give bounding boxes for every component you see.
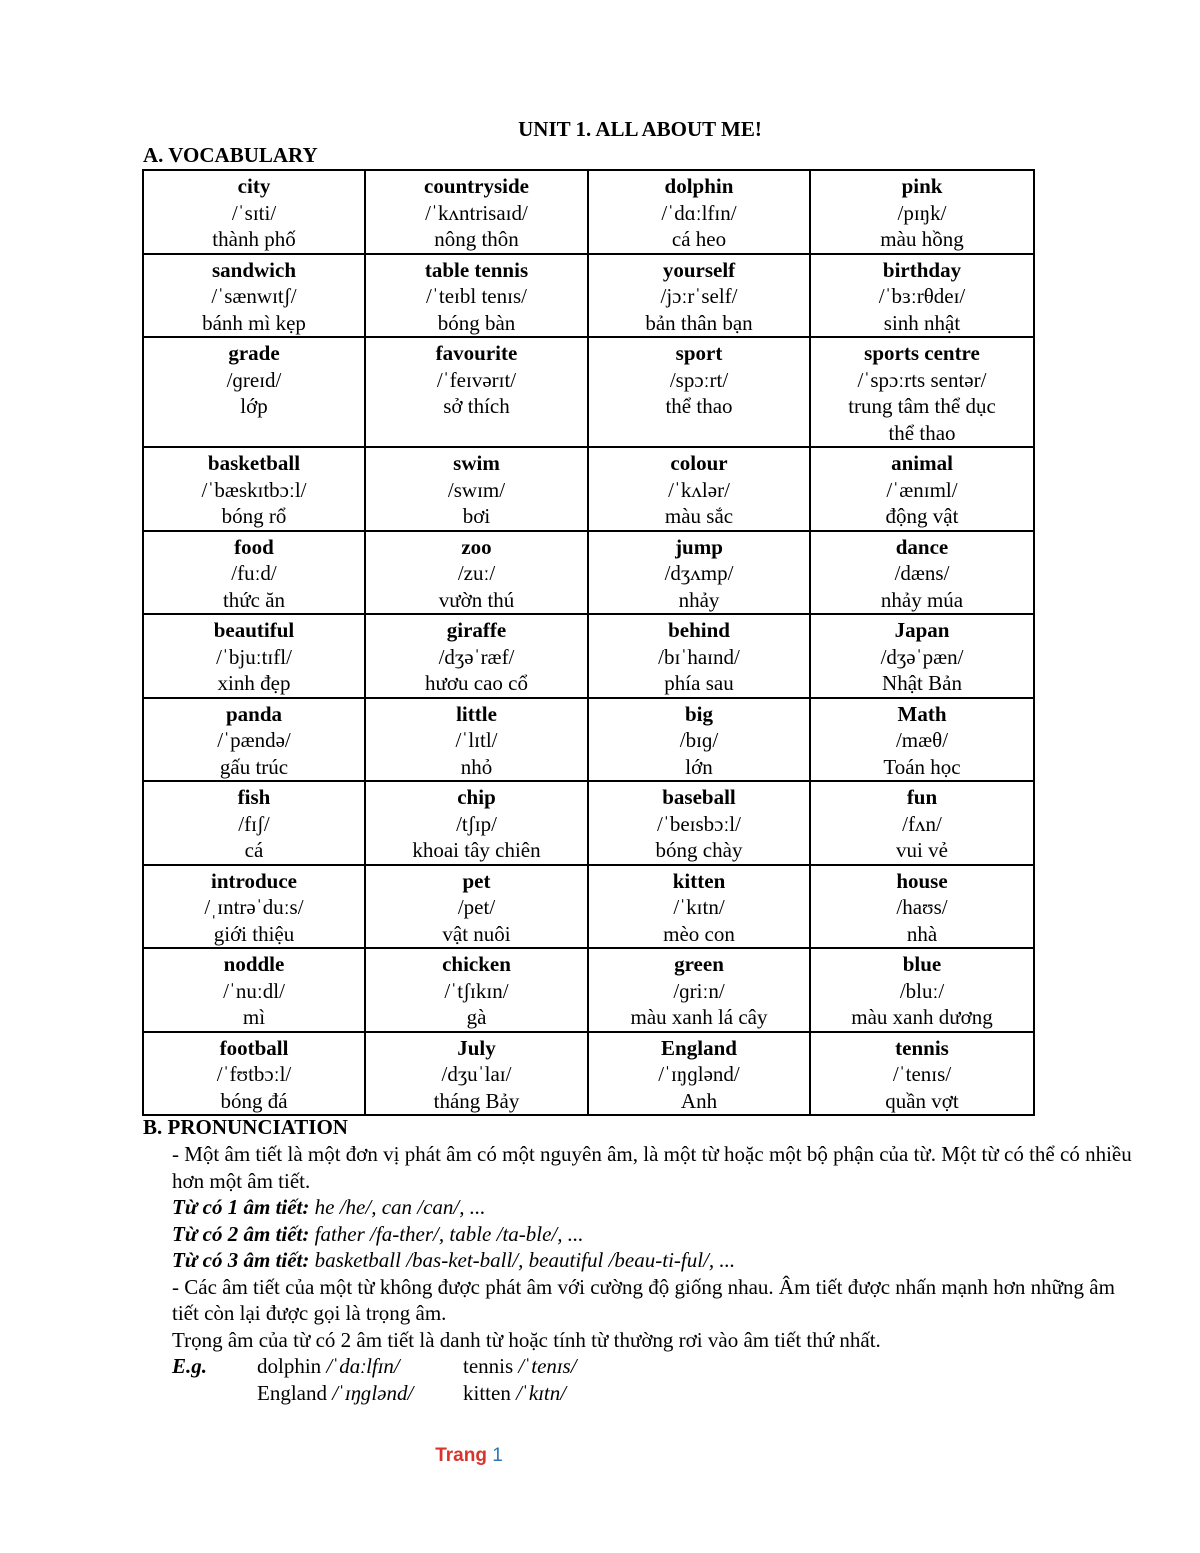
vocab-word: fish xyxy=(237,785,271,809)
vocab-cell xyxy=(810,337,1034,447)
pronunciation-body xyxy=(142,1141,1132,1406)
vocab-cell xyxy=(365,781,588,865)
example-ipa: /ˈkɪtn/ xyxy=(516,1380,567,1405)
three-syllable-example xyxy=(142,1247,1132,1274)
vocab-cell xyxy=(143,447,365,531)
vocab-cell xyxy=(143,254,365,338)
vocab-ipa: /ˈænɪml/ xyxy=(886,477,958,502)
vocab-cell xyxy=(588,1032,810,1116)
vocab-cell xyxy=(143,698,365,782)
vocab-cell xyxy=(365,170,588,254)
vocab-word: beautiful xyxy=(213,618,295,642)
vocab-ipa: /bɪˈhaɪnd/ xyxy=(658,644,740,669)
vocab-word: swim xyxy=(453,451,500,475)
table-row xyxy=(143,447,1034,531)
vocab-ipa: /ˈtʃɪkɪn/ xyxy=(444,978,509,1003)
vocab-cell xyxy=(810,781,1034,865)
vocab-cell xyxy=(143,781,365,865)
vocab-cell xyxy=(365,254,588,338)
two-syllable-label: Từ có 2 âm tiết: xyxy=(172,1221,310,1246)
vocab-ipa: /ɡriːn/ xyxy=(673,978,725,1003)
vocab-ipa: /dʒuˈlaɪ/ xyxy=(441,1062,512,1086)
vocab-word: little xyxy=(456,701,497,726)
vocab-meaning: sở thích xyxy=(443,394,510,418)
vocab-meaning: bản thân bạn xyxy=(645,310,753,335)
vocab-word: house xyxy=(896,868,948,893)
vocab-ipa: /ˈbeɪsbɔːl/ xyxy=(657,811,741,836)
example-ipa: /ˈdɑːlfɪn/ xyxy=(326,1354,400,1378)
section-heading-vocabulary: A. VOCABULARY xyxy=(143,143,318,167)
vocab-word: July xyxy=(457,1035,496,1060)
vocab-ipa: /dʒəˈpæn/ xyxy=(880,644,964,669)
vocab-word: panda xyxy=(225,701,283,726)
example-line-1 xyxy=(142,1353,1132,1380)
vocab-word: table tennis xyxy=(424,257,529,282)
vocab-word: birthday xyxy=(882,257,962,282)
vocab-word: sport xyxy=(675,341,723,365)
table-row xyxy=(143,781,1034,865)
vocab-meaning: thể thao xyxy=(888,420,956,445)
vocab-meaning: nông thôn xyxy=(434,227,519,251)
vocab-ipa: /tʃɪp/ xyxy=(456,811,497,836)
vocab-meaning: gà xyxy=(466,1005,487,1029)
vocab-ipa: /fʌn/ xyxy=(902,811,942,836)
vocab-meaning: vui vẻ xyxy=(896,838,948,862)
vocab-cell xyxy=(810,170,1034,254)
two-syllable-example xyxy=(142,1221,1132,1248)
vocab-ipa: /ˈkʌlər/ xyxy=(668,477,730,502)
vocab-ipa: /ˈfʊtbɔːl/ xyxy=(216,1062,292,1086)
vocab-meaning: bóng bàn xyxy=(437,310,516,335)
three-syllable-label: Từ có 3 âm tiết: xyxy=(172,1248,310,1272)
vocab-ipa: /ˈbæskɪtbɔːl/ xyxy=(201,477,307,502)
syllable-definition: - Một âm tiết là một đơn vị phát âm có một nguyên âm, là một từ hoặc một bộ phận của từ. Một từ có thể có nhiều hơn một âm tiết. xyxy=(172,1142,1132,1193)
vocab-cell xyxy=(143,948,365,1032)
vocab-meaning: cá xyxy=(244,838,264,862)
vocabulary-table xyxy=(142,169,1035,1116)
vocab-meaning: xinh đẹp xyxy=(217,671,291,695)
vocab-word: football xyxy=(219,1035,289,1060)
example-kitten xyxy=(463,1380,566,1407)
two-syllable-words: father /fa-ther/, table /ta-ble/, ... xyxy=(309,1221,584,1246)
vocab-meaning: thể thao xyxy=(665,394,733,418)
table-row xyxy=(143,865,1034,949)
vocab-ipa: /pet/ xyxy=(457,895,496,919)
vocab-cell xyxy=(365,614,588,698)
vocab-ipa: /fuːd/ xyxy=(231,561,277,585)
vocab-meaning: mì xyxy=(242,1005,266,1029)
vocab-cell xyxy=(143,531,365,615)
vocab-ipa: /ˈsɪti/ xyxy=(231,200,277,225)
vocab-meaning: bơi xyxy=(462,504,491,528)
vocab-cell xyxy=(810,614,1034,698)
vocab-word: giraffe xyxy=(446,618,507,642)
vocab-word: jump xyxy=(675,534,723,559)
vocab-meaning: nhảy xyxy=(678,587,720,612)
table-row xyxy=(143,337,1034,447)
vocab-meaning: bóng chày xyxy=(655,838,743,862)
vocab-word: fun xyxy=(906,785,938,809)
vocab-cell xyxy=(365,865,588,949)
table-row xyxy=(143,531,1034,615)
vocab-ipa: /ɡreɪd/ xyxy=(226,367,282,392)
vocab-meaning: Toán học xyxy=(883,754,961,779)
vocab-cell xyxy=(588,254,810,338)
page-number: 1 xyxy=(492,1445,503,1466)
vocab-ipa: /ˈbjuːtɪfl/ xyxy=(216,644,292,669)
vocab-meaning: tháng Bảy xyxy=(433,1088,520,1113)
vocab-ipa: /ˈspɔːrts sentər/ xyxy=(857,367,987,392)
vocab-word: noddle xyxy=(223,952,285,976)
table-row xyxy=(143,698,1034,782)
vocab-meaning: quần vợt xyxy=(885,1088,959,1113)
vocab-ipa: /pɪŋk/ xyxy=(897,200,947,225)
example-england xyxy=(257,1380,463,1407)
vocab-meaning: nhỏ xyxy=(460,754,493,779)
vocab-ipa: /swɪm/ xyxy=(447,477,506,502)
vocab-meaning: động vật xyxy=(885,504,959,528)
vocab-meaning: vườn thú xyxy=(438,587,515,612)
vocab-ipa: /ˌɪntrəˈduːs/ xyxy=(204,895,304,919)
vocab-word: behind xyxy=(668,618,730,642)
vocab-cell xyxy=(365,337,588,447)
vocab-meaning: khoai tây chiên xyxy=(412,838,541,862)
three-syllable-words: basketball /bas-ket-ball/, beautiful /beau-ti-ful/, ... xyxy=(309,1248,736,1272)
vocab-cell xyxy=(588,170,810,254)
vocab-meaning: sinh nhật xyxy=(883,310,961,335)
vocab-meaning: trung tâm thể dục xyxy=(848,394,996,418)
vocab-word: favourite xyxy=(435,341,518,365)
vocab-ipa: /ˈsænwɪtʃ/ xyxy=(211,284,297,308)
vocab-word: Japan xyxy=(894,618,950,642)
vocab-ipa: /mæθ/ xyxy=(895,728,949,752)
vocab-word: kitten xyxy=(672,868,726,893)
vocab-meaning: giới thiệu xyxy=(213,921,295,946)
vocab-meaning: màu xanh dương xyxy=(851,1005,993,1029)
vocab-word: Math xyxy=(897,701,947,726)
vocab-word: basketball xyxy=(207,451,301,475)
vocab-cell xyxy=(588,447,810,531)
vocab-cell xyxy=(143,337,365,447)
vocab-ipa: /ˈɪŋɡlənd/ xyxy=(658,1062,740,1086)
vocab-cell xyxy=(810,254,1034,338)
vocab-word: chip xyxy=(457,785,496,809)
vocab-word: grade xyxy=(228,341,280,365)
vocab-word: tennis xyxy=(895,1035,949,1060)
vocab-cell xyxy=(588,865,810,949)
example-word: dolphin xyxy=(257,1354,327,1378)
page-title: UNIT 1. ALL ABOUT ME! xyxy=(518,117,762,141)
example-line-2 xyxy=(142,1380,1132,1407)
vocab-cell xyxy=(588,531,810,615)
vocab-cell xyxy=(365,698,588,782)
vocab-word: sandwich xyxy=(211,257,297,282)
vocab-ipa: /ˈkʌntrisaɪd/ xyxy=(425,200,528,225)
table-row xyxy=(143,948,1034,1032)
vocab-ipa: /ˈkɪtn/ xyxy=(673,895,725,919)
vocab-cell xyxy=(143,1032,365,1116)
vocab-word: colour xyxy=(670,451,728,475)
vocab-cell xyxy=(365,1032,588,1116)
vocab-word: England xyxy=(661,1035,737,1060)
vocab-word: dance xyxy=(895,534,949,559)
vocab-ipa: /ˈbɜːrθdeɪ/ xyxy=(878,284,966,308)
vocab-word: chicken xyxy=(442,952,511,976)
vocab-word: introduce xyxy=(211,868,297,893)
vocab-cell xyxy=(588,781,810,865)
vocab-ipa: /ˈlɪtl/ xyxy=(455,728,498,752)
vocab-word: zoo xyxy=(461,534,492,559)
example-tennis xyxy=(463,1353,577,1380)
vocab-cell xyxy=(810,698,1034,782)
page-label: Trang xyxy=(435,1445,487,1466)
stress-definition: - Các âm tiết của một từ không được phát âm với cường độ giống nhau. Âm tiết được nhấn mạnh hơn những âm tiết còn lại được gọi là trọng âm. xyxy=(172,1274,1115,1325)
vocab-cell xyxy=(143,170,365,254)
vocab-meaning: hươu cao cổ xyxy=(425,671,528,695)
vocab-ipa: /ˈfeɪvərɪt/ xyxy=(436,367,517,392)
vocab-ipa: /ˈtenɪs/ xyxy=(892,1062,952,1086)
vocab-meaning: bóng rổ xyxy=(221,504,287,528)
vocab-meaning: Nhật Bản xyxy=(882,671,962,695)
vocab-ipa: /zuː/ xyxy=(457,561,496,585)
vocab-ipa: /fɪʃ/ xyxy=(238,811,270,836)
vocab-word: city xyxy=(237,174,271,198)
vocab-ipa: /bɪɡ/ xyxy=(679,728,719,752)
vocab-cell xyxy=(810,447,1034,531)
vocab-word: blue xyxy=(902,952,942,976)
vocab-ipa: /ˈdɑːlfɪn/ xyxy=(661,200,737,225)
vocab-meaning: màu hồng xyxy=(880,227,964,251)
vocab-cell xyxy=(365,447,588,531)
stress-rule: Trọng âm của từ có 2 âm tiết là danh từ hoặc tính từ thường rơi vào âm tiết thứ nhất. xyxy=(172,1327,881,1352)
vocab-word: baseball xyxy=(662,785,736,809)
vocab-cell xyxy=(588,337,810,447)
vocab-cell xyxy=(365,948,588,1032)
example-label: E.g. xyxy=(172,1354,208,1378)
vocab-meaning: Anh xyxy=(680,1088,718,1113)
vocab-cell xyxy=(588,698,810,782)
vocab-meaning: lớp xyxy=(240,394,268,418)
vocab-ipa: /spɔːrt/ xyxy=(669,367,729,392)
vocab-ipa: /ˈteɪbl tenɪs/ xyxy=(426,284,527,308)
vocab-meaning: cá heo xyxy=(671,227,727,251)
vocab-ipa: /ˈnuːdl/ xyxy=(223,978,285,1003)
vocab-word: countryside xyxy=(424,174,529,198)
vocab-ipa: /haʊs/ xyxy=(896,895,948,919)
example-word: tennis xyxy=(463,1354,519,1378)
vocab-cell xyxy=(810,1032,1034,1116)
vocab-meaning: bánh mì kẹp xyxy=(202,310,306,335)
vocab-word: green xyxy=(674,952,724,976)
vocab-word: sports centre xyxy=(864,341,980,365)
page-footer xyxy=(0,1445,938,1467)
example-word: kitten xyxy=(463,1380,517,1405)
vocab-meaning: lớn xyxy=(685,754,713,779)
section-heading-pronunciation: B. PRONUNCIATION xyxy=(143,1115,348,1139)
vocab-cell xyxy=(810,948,1034,1032)
vocab-ipa: /dʒəˈræf/ xyxy=(438,644,515,669)
vocab-word: food xyxy=(234,534,274,559)
vocab-cell xyxy=(588,948,810,1032)
table-row xyxy=(143,254,1034,338)
vocab-ipa: /ˈpændə/ xyxy=(217,728,291,752)
vocab-word: animal xyxy=(891,451,953,475)
vocab-meaning: thức ăn xyxy=(222,587,286,612)
vocab-ipa: /dæns/ xyxy=(894,561,950,585)
vocab-meaning: bóng đá xyxy=(220,1088,288,1113)
vocab-word: pink xyxy=(901,174,943,198)
vocab-meaning: mèo con xyxy=(663,921,735,946)
vocab-cell xyxy=(143,614,365,698)
vocab-word: big xyxy=(684,701,713,726)
vocab-meaning: nhà xyxy=(906,921,938,946)
example-ipa: /ˈɪŋɡlənd/ xyxy=(332,1380,414,1405)
vocab-cell xyxy=(365,531,588,615)
vocab-cell xyxy=(143,865,365,949)
example-ipa: /ˈtenɪs/ xyxy=(518,1354,577,1378)
vocab-cell xyxy=(810,865,1034,949)
vocab-meaning: vật nuôi xyxy=(442,921,511,946)
vocab-ipa: /jɔːrˈself/ xyxy=(660,284,738,308)
vocab-meaning: màu xanh lá cây xyxy=(630,1005,768,1029)
one-syllable-words: he /he/, can /can/, ... xyxy=(309,1195,486,1219)
one-syllable-example xyxy=(142,1194,1132,1221)
example-word: England xyxy=(257,1380,333,1405)
vocab-meaning: phía sau xyxy=(664,671,734,695)
vocab-word: yourself xyxy=(662,257,736,282)
vocab-meaning: thành phố xyxy=(212,227,296,251)
vocab-ipa: /bluː/ xyxy=(899,978,945,1003)
one-syllable-label: Từ có 1 âm tiết: xyxy=(172,1195,310,1219)
vocab-cell xyxy=(810,531,1034,615)
table-row xyxy=(143,170,1034,254)
vocab-cell xyxy=(588,614,810,698)
vocab-meaning: gấu trúc xyxy=(219,754,289,779)
table-row xyxy=(143,614,1034,698)
vocab-word: dolphin xyxy=(664,174,734,198)
vocab-meaning: màu sắc xyxy=(664,504,734,528)
vocab-ipa: /dʒʌmp/ xyxy=(664,561,734,585)
example-dolphin xyxy=(257,1353,463,1380)
vocab-word: pet xyxy=(462,868,491,893)
vocab-meaning: nhảy múa xyxy=(880,587,964,612)
table-row xyxy=(143,1032,1034,1116)
